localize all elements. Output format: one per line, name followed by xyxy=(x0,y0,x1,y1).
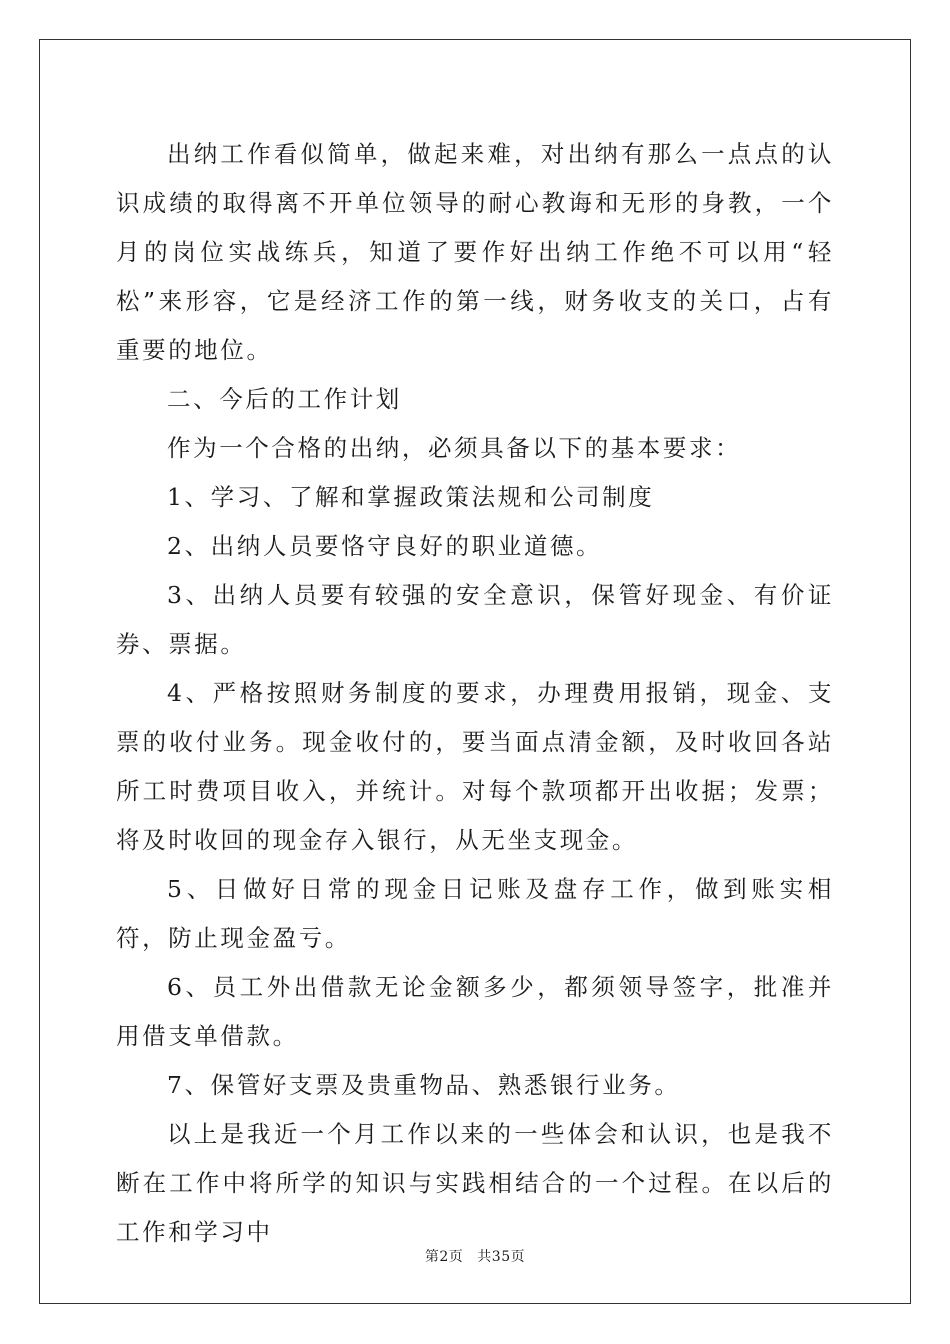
list-item: 5、日做好日常的现金日记账及盘存工作，做到账实相符，防止现金盈亏。 xyxy=(116,875,834,952)
section-heading: 二、今后的工作计划 xyxy=(167,385,402,413)
page-number: 第2页 xyxy=(424,1249,464,1265)
paragraph: 出纳工作看似简单，做起来难，对出纳有那么一点点的认识成绩的取得离不开单位领导的耐心教诲和无形的身教，一个月的岗位实战练兵，知道了要作好出纳工作绝不可以用“轻松”来形容，它是经济工作的第一线，财务收支的关口，占有重要的地位。 xyxy=(116,140,834,364)
page-footer xyxy=(0,1246,950,1266)
paragraph: 作为一个合格的出纳，必须具备以下的基本要求： xyxy=(167,434,742,462)
list-item: 7、保管好支票及贵重物品、熟悉银行业务。 xyxy=(167,1071,681,1099)
list-item: 1、学习、了解和掌握政策法规和公司制度 xyxy=(167,483,655,511)
paragraph: 以上是我近一个月工作以来的一些体会和认识，也是我不断在工作中将所学的知识与实践相结合的一个过程。在以后的工作和学习中 xyxy=(116,1120,834,1246)
list-item: 3、出纳人员要有较强的安全意识，保管好现金、有价证券、票据。 xyxy=(116,581,834,658)
page-total: 共35页 xyxy=(477,1249,526,1265)
list-item: 2、出纳人员要恪守良好的职业道德。 xyxy=(167,532,603,560)
list-item: 4、严格按照财务制度的要求，办理费用报销，现金、支票的收付业务。现金收付的，要当面点清金额，及时收回各站所工时费项目收入，并统计。对每个款项都开出收据；发票；将及时收回的现金存入银行，从无坐支现金。 xyxy=(116,679,834,854)
document-body xyxy=(116,130,834,1257)
list-item: 6、员工外出借款无论金额多少，都须领导签字，批准并用借支单借款。 xyxy=(116,973,834,1050)
